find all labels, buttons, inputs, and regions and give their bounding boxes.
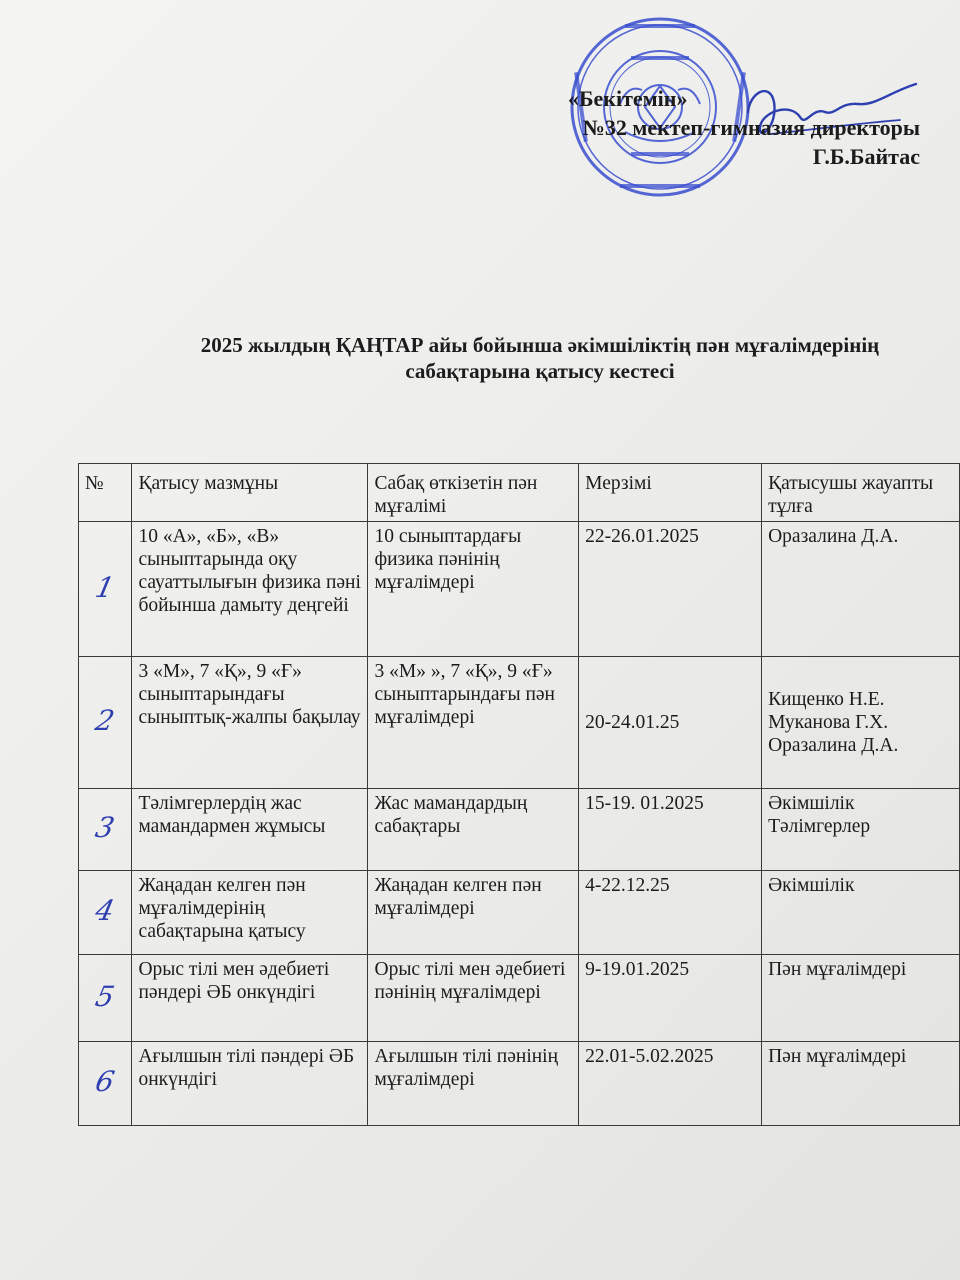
handwritten-number: 3 <box>92 811 118 844</box>
content-cell: Орыс тілі мен әдебиеті пәндері ӘБ онкүндігі <box>132 955 368 1042</box>
content-cell: 3 «М», 7 «Қ», 9 «Ғ» сыныптарындағы сыныптық-жалпы бақылау <box>132 657 368 789</box>
handwritten-number: 4 <box>92 894 118 927</box>
approval-block <box>500 84 920 171</box>
teacher-cell: Ағылшын тілі пәнінің мұғалімдері <box>368 1042 579 1126</box>
responsible-cell: Әкімшілік <box>762 871 960 955</box>
header-number: № <box>79 464 132 522</box>
responsible-cell: Оразалина Д.А. <box>762 522 960 657</box>
date-cell: 22-26.01.2025 <box>579 522 762 657</box>
date-cell: 20-24.01.25 <box>579 657 762 789</box>
row-number-cell <box>79 871 132 955</box>
table-row <box>79 789 960 871</box>
handwritten-number: 6 <box>92 1065 118 1098</box>
table-header-row <box>79 464 960 522</box>
title-line-2: сабақтарына қатысу кестесі <box>405 359 675 383</box>
responsible-cell: Пән мұғалімдері <box>762 955 960 1042</box>
row-number-cell <box>79 1042 132 1126</box>
director-position: №32 мектеп-гимназия директоры <box>582 115 920 140</box>
row-number-cell <box>79 657 132 789</box>
content-cell: Ағылшын тілі пәндері ӘБ онкүндігі <box>132 1042 368 1126</box>
date-cell: 4-22.12.25 <box>579 871 762 955</box>
approval-label: «Бекітемін» <box>568 86 688 111</box>
header-date: Мерзімі <box>579 464 762 522</box>
row-number-cell <box>79 955 132 1042</box>
header-teacher: Сабақ өткізетін пән мұғалімі <box>368 464 579 522</box>
table-row <box>79 871 960 955</box>
responsible-cell: Пән мұғалімдері <box>762 1042 960 1126</box>
header-responsible: Қатысушы жауапты тұлға <box>762 464 960 522</box>
handwritten-number: 5 <box>92 979 118 1013</box>
content-cell: 10 «А», «Б», «В» сыныптарында оқу сауаттылығын физика пәні бойынша дамыту деңгейі <box>132 522 368 657</box>
document-title <box>120 332 960 384</box>
table-row <box>79 1042 960 1126</box>
table-row <box>79 522 960 657</box>
director-name: Г.Б.Байтас <box>812 144 920 169</box>
teacher-cell: Жаңадан келген пән мұғалімдері <box>368 871 579 955</box>
handwritten-number: 1 <box>92 570 118 604</box>
date-cell: 9-19.01.2025 <box>579 955 762 1042</box>
responsible-cell: Әкімшілік Тәлімгерлер <box>762 789 960 871</box>
date-cell: 15-19. 01.2025 <box>579 789 762 871</box>
teacher-cell: 10 сыныптардағы физика пәнінің мұғалімдері <box>368 522 579 657</box>
date-cell: 22.01-5.02.2025 <box>579 1042 762 1126</box>
teacher-cell: Жас мамандардың сабақтары <box>368 789 579 871</box>
content-cell: Тәлімгерлердің жас мамандармен жұмысы <box>132 789 368 871</box>
row-number-cell <box>79 522 132 657</box>
table-row <box>79 955 960 1042</box>
content-cell: Жаңадан келген пән мұғалімдерінің сабақтарына қатысу <box>132 871 368 955</box>
teacher-cell: Орыс тілі мен әдебиеті пәнінің мұғалімдері <box>368 955 579 1042</box>
header-content: Қатысу мазмұны <box>132 464 368 522</box>
title-line-1: 2025 жылдың ҚАҢТАР айы бойынша әкімшіліктің пән мұғалімдерінің <box>200 333 880 357</box>
table-row <box>79 657 960 789</box>
schedule-table <box>78 463 960 1126</box>
teacher-cell: 3 «М» », 7 «Қ», 9 «Ғ» сыныптарындағы пән мұғалімдері <box>368 657 579 789</box>
responsible-cell: Кищенко Н.Е. Муканова Г.Х. Оразалина Д.А. <box>762 657 960 789</box>
handwritten-number: 2 <box>92 704 118 737</box>
row-number-cell <box>79 789 132 871</box>
